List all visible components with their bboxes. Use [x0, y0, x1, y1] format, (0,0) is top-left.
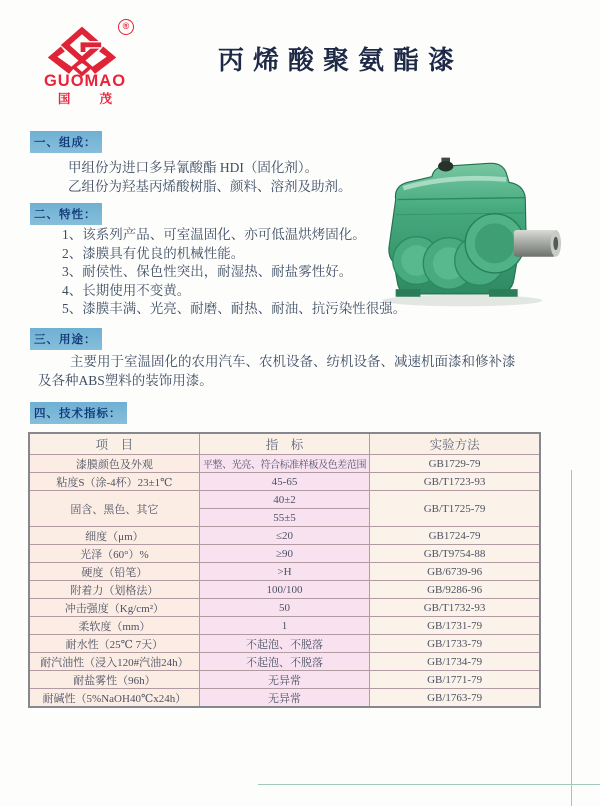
composition-line: 甲组份为进口多异氰酸酯 HDI（固化剂）。 [68, 160, 319, 175]
cell-spec: 1 [199, 617, 369, 635]
cell-item: 固含、黑色、其它 [29, 491, 199, 527]
feature-item: 3、耐侯性、保色性突出，耐湿热、耐盐雾性好。 [62, 264, 353, 279]
table-row [29, 581, 540, 599]
cell-item: 耐水性（25℃ 7天） [29, 635, 199, 653]
cell-method: GB/1763-79 [370, 689, 540, 708]
column-header-method: 实验方法 [370, 433, 540, 455]
cell-spec: 不起泡、不脱落 [199, 635, 369, 653]
cell-spec: 无异常 [199, 671, 369, 689]
cell-method: GB/1771-79 [370, 671, 540, 689]
column-header-item: 项 目 [29, 433, 199, 455]
cell-item: 耐碱性（5%NaOH40℃x24h） [29, 689, 199, 708]
feature-item: 1、该系列产品、可室温固化、亦可低温烘烤固化。 [62, 227, 366, 242]
cell-method: GB/6739-96 [370, 563, 540, 581]
cell-spec: 平整、光亮、符合标准样板及色差范围 [199, 455, 369, 473]
scan-artifact-horizontal-line [258, 784, 600, 785]
cell-spec: 100/100 [199, 581, 369, 599]
page-title: 丙烯酸聚氨酯漆 [217, 46, 463, 75]
cell-item: 细度（μm） [29, 527, 199, 545]
table-row [29, 689, 540, 708]
section-label-specs: 四、技术指标： [30, 402, 127, 424]
cell-item: 硬度（铅笔） [29, 563, 199, 581]
cell-spec: 40±2 [199, 491, 369, 509]
cell-spec: ≥90 [199, 545, 369, 563]
cell-method: GB1729-79 [370, 455, 540, 473]
features-list [62, 226, 406, 319]
composition-paragraph [68, 158, 352, 196]
cell-spec: 55±5 [199, 509, 369, 527]
cell-item: 光泽（60°）% [29, 545, 199, 563]
cell-method: GB/1733-79 [370, 635, 540, 653]
registered-trademark-icon: ® [118, 19, 134, 35]
cell-method: GB/9286-96 [370, 581, 540, 599]
section-label-uses: 三、用途： [30, 328, 102, 350]
cell-spec: 50 [199, 599, 369, 617]
table-row [29, 491, 540, 509]
table-row [29, 617, 540, 635]
table-row [29, 473, 540, 491]
table-row [29, 635, 540, 653]
brand-logo [30, 16, 140, 108]
section-label-composition: 一、组成： [30, 131, 102, 153]
cell-item: 耐盐雾性（96h） [29, 671, 199, 689]
brand-name-chinese: 国 茂 [57, 92, 126, 106]
cell-item: 漆膜颜色及外观 [29, 455, 199, 473]
table-row [29, 527, 540, 545]
cell-spec: 45-65 [199, 473, 369, 491]
cell-method: GB/T1723-93 [370, 473, 540, 491]
cell-spec: 不起泡、不脱落 [199, 653, 369, 671]
cell-item: 附着力（划格法） [29, 581, 199, 599]
cell-method: GB/T1732-93 [370, 599, 540, 617]
specs-table [28, 432, 541, 708]
cell-method: GB/T1725-79 [370, 491, 540, 527]
feature-item: 5、漆膜丰满、光亮、耐磨、耐热、耐油、抗污染性很强。 [62, 301, 407, 316]
uses-paragraph: 主要用于室温固化的农用汽车、农机设备、纺机设备、减速机面漆和修补漆及各种ABS塑料的装饰用漆。 [38, 354, 516, 388]
table-row [29, 563, 540, 581]
table-row [29, 599, 540, 617]
cell-spec: 无异常 [199, 689, 369, 708]
cell-method: GB/1731-79 [370, 617, 540, 635]
cell-item: 柔软度（mm） [29, 617, 199, 635]
section-label-features: 二、特性： [30, 203, 102, 225]
table-row [29, 671, 540, 689]
cell-method: GB/1734-79 [370, 653, 540, 671]
table-header-row [29, 433, 540, 455]
cell-spec: >H [199, 563, 369, 581]
brand-name-latin: GUOMAO [43, 72, 127, 90]
table-row [29, 653, 540, 671]
feature-item: 4、长期使用不变黄。 [62, 282, 191, 298]
table-row [29, 545, 540, 563]
cell-method: GB1724-79 [370, 527, 540, 545]
feature-item: 2、漆膜具有优良的机械性能。 [62, 245, 245, 261]
scan-artifact-vertical-line [571, 470, 572, 806]
guomao-diamond-logo-icon [36, 26, 128, 78]
specs-table-body [29, 455, 540, 708]
composition-line: 乙组份为羟基丙烯酸树脂、颜料、溶剂及助剂。 [68, 179, 352, 194]
cell-item: 冲击强度（Kg/cm²） [29, 599, 199, 617]
cell-item: 粘度S（涂-4杯）23±1℃ [29, 473, 199, 491]
cell-item: 耐汽油性（浸入120#汽油24h） [29, 653, 199, 671]
table-row [29, 455, 540, 473]
cell-method: GB/T9754-88 [370, 545, 540, 563]
column-header-spec: 指 标 [199, 433, 369, 455]
cell-spec: ≤20 [199, 527, 369, 545]
